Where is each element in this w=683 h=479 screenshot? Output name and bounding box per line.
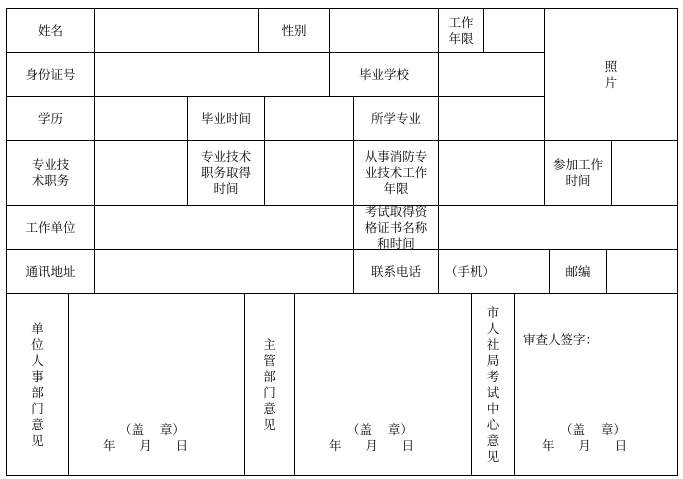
employer-label: 工作单位 bbox=[6, 205, 95, 250]
address-label: 通讯地址 bbox=[6, 249, 95, 294]
name-field[interactable] bbox=[94, 8, 259, 53]
grad-time-field[interactable] bbox=[264, 96, 354, 141]
education-label: 学历 bbox=[6, 96, 95, 141]
unit-hr-opinion-field[interactable] bbox=[68, 293, 245, 476]
dept-date: 年 月 日 bbox=[329, 438, 415, 453]
employer-field[interactable] bbox=[94, 205, 354, 250]
bureau-date: 年 月 日 bbox=[542, 438, 628, 453]
school-field[interactable] bbox=[438, 52, 545, 97]
join-time-field[interactable] bbox=[611, 140, 678, 206]
id-number-field[interactable] bbox=[94, 52, 330, 97]
title-time-field[interactable] bbox=[264, 140, 354, 206]
id-number-label: 身份证号 bbox=[6, 52, 95, 97]
major-label: 所学专业 bbox=[353, 96, 439, 141]
postcode-label: 邮编 bbox=[549, 249, 607, 294]
bureau-seal: （盖 章） bbox=[560, 422, 626, 437]
title-time-label: 专业技术 职务取得 时间 bbox=[187, 140, 265, 206]
name-label: 姓名 bbox=[6, 8, 95, 53]
dept-opinion-field[interactable] bbox=[294, 293, 472, 476]
grad-time-label: 毕业时间 bbox=[187, 96, 265, 141]
join-time-label: 参加工作 时间 bbox=[544, 140, 612, 206]
address-field[interactable] bbox=[94, 249, 354, 294]
unit-hr-opinion-label: 单 位 人 事 部 门 意 见 bbox=[6, 293, 69, 476]
postcode-field[interactable] bbox=[606, 249, 678, 294]
dept-opinion-label: 主 管 部 门 意 见 bbox=[244, 293, 295, 476]
work-years-field[interactable] bbox=[483, 8, 545, 53]
cert-label: 考试取得资 格证书名称 和时间 bbox=[353, 205, 439, 250]
major-field[interactable] bbox=[438, 96, 545, 141]
fire-years-field[interactable] bbox=[438, 140, 545, 206]
title-label: 专业技 术职务 bbox=[6, 140, 95, 206]
bureau-opinion-label: 市 人 社 局 考 试 中 心 意 见 bbox=[471, 293, 515, 476]
photo-box: 照 片 bbox=[544, 8, 678, 141]
unit-seal: （盖 章） bbox=[119, 422, 185, 437]
fire-years-label: 从事消防专 业技术工作 年限 bbox=[353, 140, 439, 206]
education-field[interactable] bbox=[94, 96, 188, 141]
cert-field[interactable] bbox=[438, 205, 678, 250]
bureau-opinion-field[interactable] bbox=[514, 293, 678, 476]
title-field[interactable] bbox=[94, 140, 188, 206]
phone-label: 联系电话 bbox=[353, 249, 439, 294]
mobile-field[interactable]: （手机） bbox=[438, 249, 550, 294]
gender-field[interactable] bbox=[329, 8, 439, 53]
work-years-label: 工作 年限 bbox=[438, 8, 484, 53]
school-label: 毕业学校 bbox=[329, 52, 439, 97]
unit-date: 年 月 日 bbox=[103, 438, 189, 453]
reviewer-signature-label: 审查人签字： bbox=[523, 332, 599, 347]
dept-seal: （盖 章） bbox=[347, 422, 413, 437]
gender-label: 性别 bbox=[258, 8, 330, 53]
